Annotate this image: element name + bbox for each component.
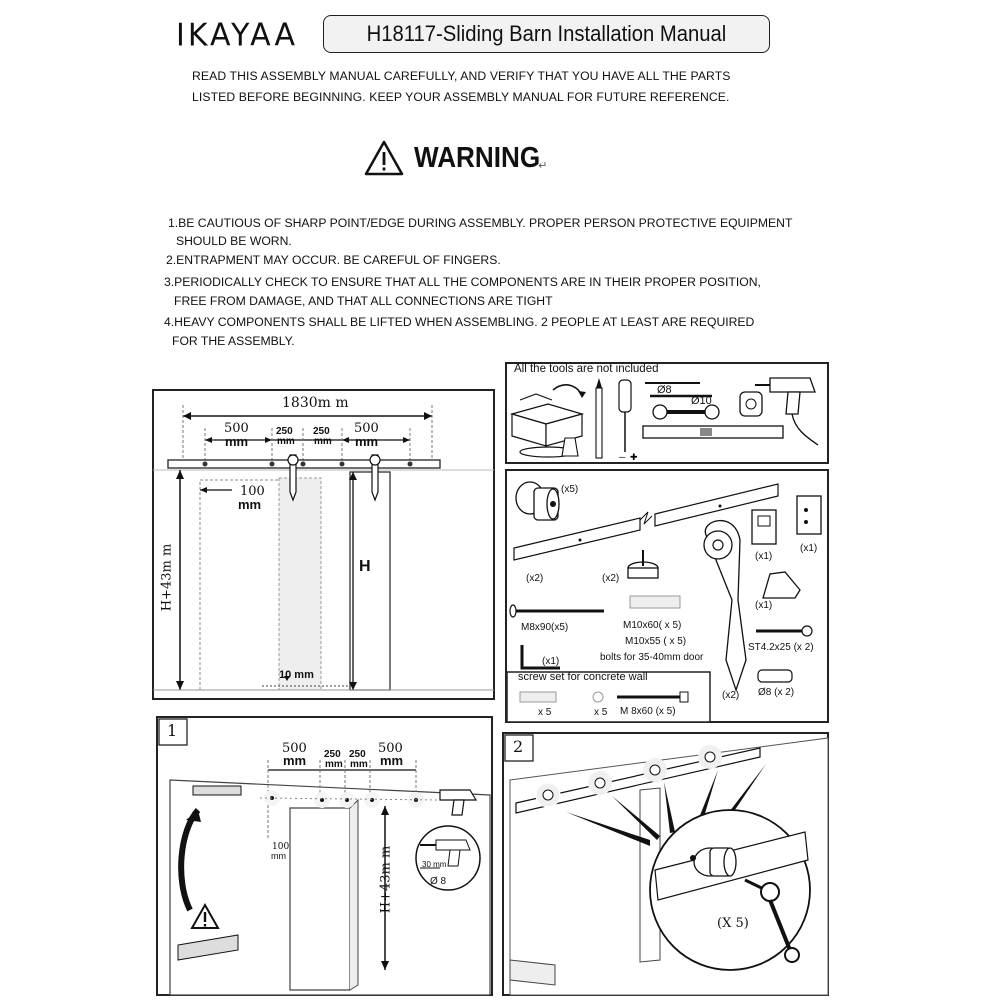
rule-2-line-1: 2.ENTRAPMENT MAY OCCUR. BE CAREFUL OF FINGERS. (166, 253, 501, 267)
inner-width-right-label: 250 (313, 426, 330, 437)
step-1-number: 1 (167, 721, 178, 740)
bolt-note: bolts for 35-40mm door (600, 652, 704, 663)
step-2-number: 2 (513, 737, 524, 756)
intro-line-2: LISTED BEFORE BEGINNING. KEEP YOUR ASSEMBLY MANUAL FOR FUTURE REFERENCE. (192, 90, 730, 104)
step-1-gap: 100 (272, 842, 290, 852)
spacer-quantity: (x2) (602, 573, 620, 584)
svg-text:✚: ✚ (630, 452, 638, 462)
drill-bit-small-label: Ø8 (657, 384, 672, 396)
tapping-screw-label: ST4.2x25 (x 2) (748, 642, 814, 653)
step-1-right-width: 500 (378, 741, 403, 756)
rule-4-line-1: 4.HEAVY COMPONENTS SHALL BE LIFTED WHEN ASSEMBLING. 2 PEOPLE AT LEAST ARE REQUIRED (164, 315, 755, 329)
hex-key-quantity: (x1) (542, 656, 560, 667)
step-1-inner-right-unit: mm (350, 759, 368, 770)
inner-width-left-unit: mm (277, 436, 295, 447)
total-height-label: H+43m m (159, 543, 175, 612)
step-1-drill-size: Ø 8 (430, 876, 447, 887)
gap-unit: mm (238, 497, 262, 512)
stopper-quantity: (x5) (561, 484, 579, 495)
gap-label: 100 (240, 484, 265, 499)
hanger-quantity: (x2) (722, 690, 740, 701)
left-width-unit: mm (225, 434, 249, 449)
right-width-unit: mm (355, 434, 379, 449)
concrete-bolt-label: M 8x60 (x 5) (620, 706, 676, 717)
manual-title-text: H18117-Sliding Barn Installation Manual (366, 21, 727, 46)
tools-caption: All the tools are not included (514, 363, 659, 375)
step-2-quantity: (X 5) (717, 916, 749, 931)
right-width-label: 500 (354, 421, 379, 436)
return-mark: ↵ (538, 159, 548, 172)
intro-line-1: READ THIS ASSEMBLY MANUAL CAREFULLY, AND VERIFY THAT YOU HAVE ALL THE PARTS (192, 69, 731, 83)
step-1-left-unit: mm (283, 753, 307, 768)
inner-width-right-unit: mm (314, 436, 332, 447)
rule-1-line-2: SHOULD BE WORN. (176, 234, 292, 248)
anchor-label: Ø8 (x 2) (758, 687, 795, 698)
rule-3-line-2: FREE FROM DAMAGE, AND THAT ALL CONNECTIONS ARE TIGHT (174, 294, 553, 308)
total-width-label: 1830m m (282, 395, 349, 411)
warning-label: WARNING (414, 141, 541, 174)
bolt-60-label: M10x60( x 5) (623, 620, 682, 631)
floor-gap-label: 10 mm (279, 669, 314, 681)
wall-plug-quantity: x 5 (538, 707, 552, 718)
step-1-inner-left: 250 (324, 749, 341, 760)
washer-quantity: x 5 (594, 707, 608, 718)
door-height-label: H (359, 558, 371, 575)
rule-1-line-1: 1.BE CAUTIOUS OF SHARP POINT/EDGE DURING ASSEMBLY. PROPER PERSON PROTECTIVE EQUIPMENT (168, 216, 793, 230)
drill-bit-large-label: Ø10 (691, 395, 712, 407)
inner-width-left-label: 250 (276, 426, 293, 437)
bracket-a-quantity: (x1) (755, 551, 773, 562)
left-width-label: 500 (224, 421, 249, 436)
lag-screw-label: M8x90(x5) (521, 622, 569, 633)
step-1-depth-label: 30 mm (422, 860, 447, 869)
rule-4-line-2: FOR THE ASSEMBLY. (172, 334, 295, 348)
step-1-inner-left-unit: mm (325, 759, 343, 770)
rule-3-line-1: 3.PERIODICALLY CHECK TO ENSURE THAT ALL THE COMPONENTS ARE IN THEIR PROPER POSITION, (164, 275, 761, 289)
step-1-left-width: 500 (282, 741, 307, 756)
step-1-inner-right: 250 (349, 749, 366, 760)
bolt-55-label: M10x55 ( x 5) (625, 636, 687, 647)
rail-quantity: (x2) (526, 573, 544, 584)
step-1-right-unit: mm (380, 753, 404, 768)
step-1-gap-unit: mm (271, 851, 286, 861)
step-1-height-label: H+43m m (378, 845, 394, 914)
floor-guide-quantity: (x1) (755, 600, 773, 611)
bracket-b-quantity: (x1) (800, 543, 818, 554)
brand-logo: IKAYAA (176, 17, 299, 54)
svg-text:─: ─ (619, 452, 626, 462)
concrete-set-title: screw set for concrete wall (518, 671, 648, 683)
